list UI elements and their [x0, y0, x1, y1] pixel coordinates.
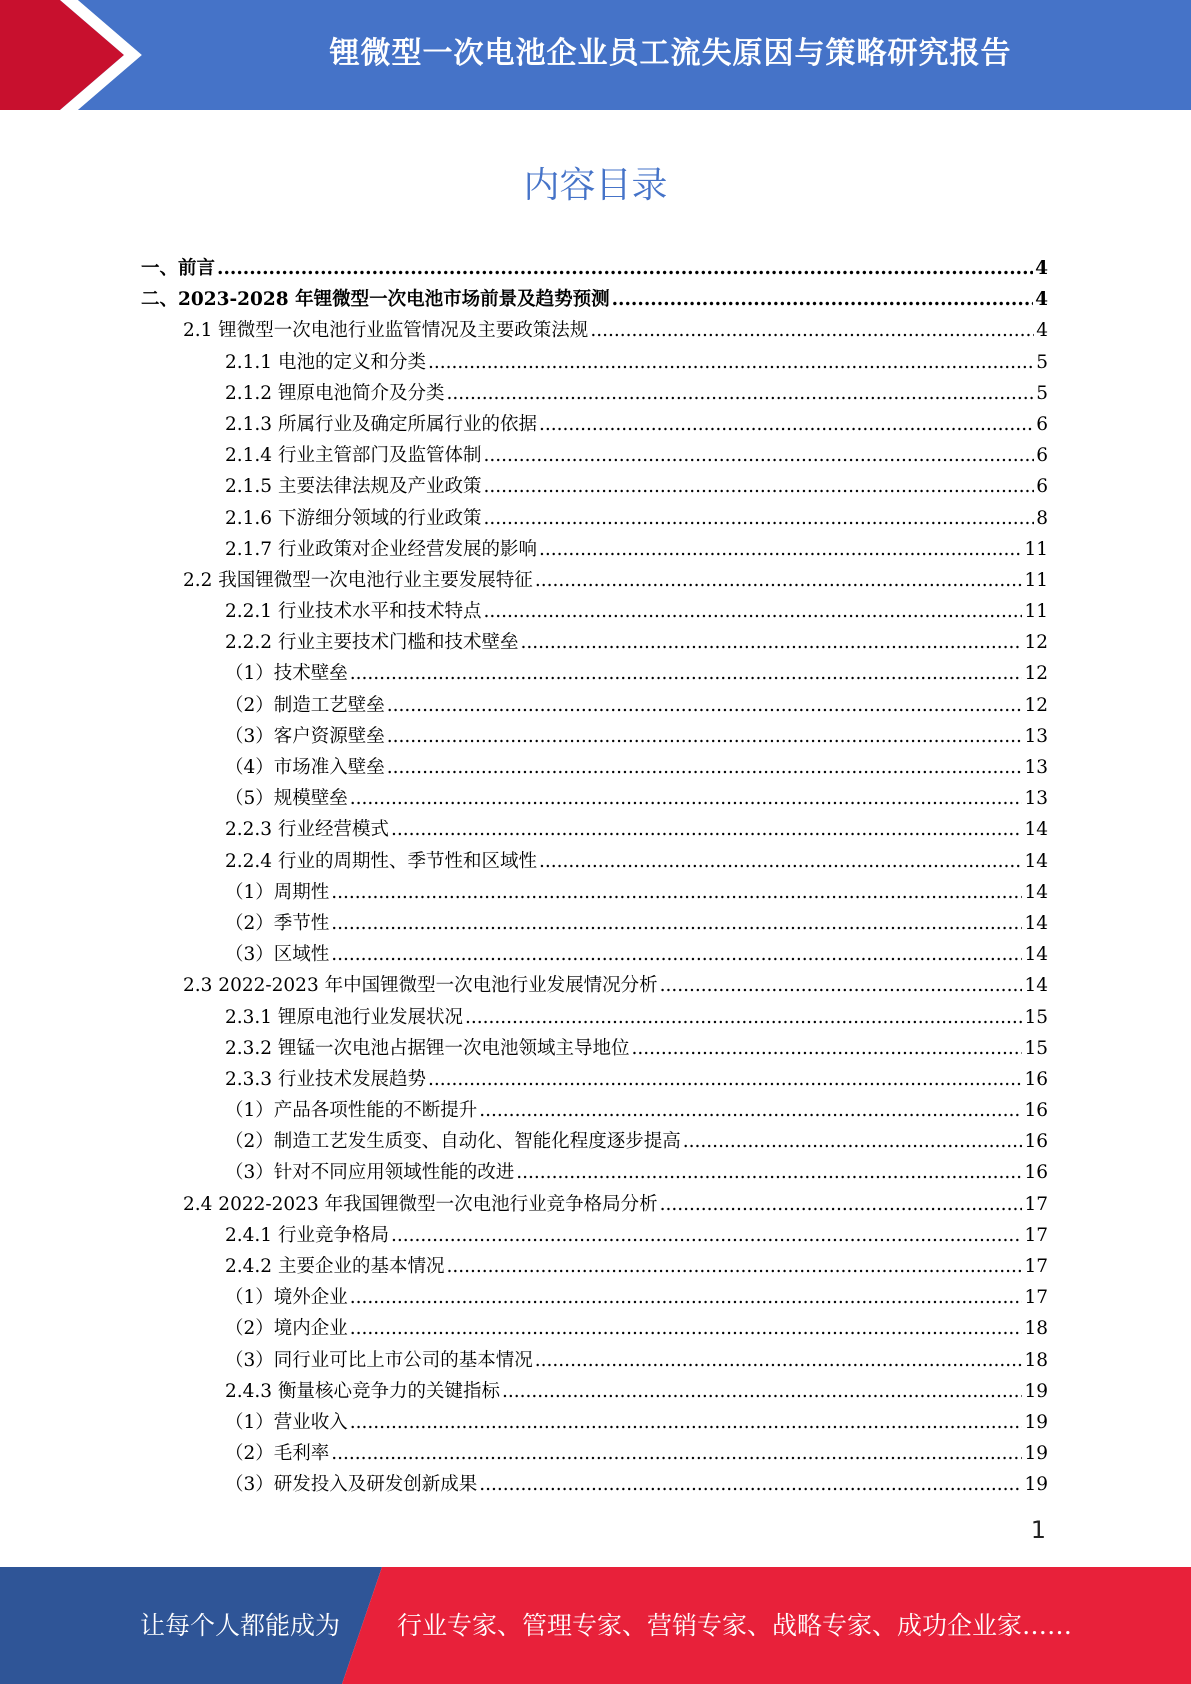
toc-entry[interactable]: [141, 1377, 1048, 1408]
page-header: [0, 0, 1191, 110]
toc-dot-leader: [483, 508, 1034, 529]
toc-entry[interactable]: [141, 971, 1048, 1002]
toc-dot-leader: [612, 289, 1034, 310]
toc-entry[interactable]: [141, 1346, 1048, 1377]
toc-entry-page: 4: [1035, 289, 1048, 311]
toc-entry[interactable]: [141, 1221, 1048, 1252]
toc-dot-leader: [331, 882, 1022, 903]
toc-entry-page: 16: [1024, 1068, 1048, 1090]
toc-entry-label: 2.3.2 锂锰一次电池占据锂一次电池领域主导地位: [225, 1037, 630, 1059]
toc-entry[interactable]: [141, 410, 1048, 441]
toc-dot-leader: [483, 601, 1022, 622]
toc-entry[interactable]: [141, 784, 1048, 815]
toc-entry-label: 二、2023-2028 年锂微型一次电池市场前景及趋势预测: [141, 289, 610, 311]
toc-entry-page: 11: [1024, 601, 1048, 623]
toc-entry-label: 2.2.2 行业主要技术门槛和技术壁垒: [225, 632, 519, 654]
toc-entry[interactable]: [141, 1314, 1048, 1345]
toc-entry[interactable]: [141, 1158, 1048, 1189]
toc-entry-label: 2.4.3 衡量核心竞争力的关键指标: [225, 1380, 500, 1402]
toc-entry[interactable]: [141, 659, 1048, 690]
toc-entry-label: 2.4.1 行业竞争格局: [225, 1224, 389, 1246]
toc-dot-leader: [428, 352, 1034, 373]
toc-dot-leader: [391, 819, 1022, 840]
toc-entry[interactable]: [141, 878, 1048, 909]
toc-dot-leader: [331, 944, 1022, 965]
toc-dot-leader: [446, 1256, 1022, 1277]
toc-entry-label: 2.1.5 主要法律法规及产业政策: [225, 476, 482, 498]
footer-slogan-left: 让每个人都能成为: [140, 1611, 341, 1640]
toc-dot-leader: [479, 1474, 1022, 1495]
toc-entry-page: 4: [1035, 258, 1048, 279]
toc-entry-label: 2.3 2022-2023 年中国锂微型一次电池行业发展情况分析: [183, 975, 658, 997]
toc-entry[interactable]: [141, 1190, 1048, 1221]
toc-dot-leader: [446, 383, 1034, 404]
toc-entry[interactable]: [141, 1096, 1048, 1127]
page-footer: [0, 1567, 1191, 1684]
toc-entry-label: （5）规模壁垒: [225, 788, 348, 810]
toc-entry-page: 19: [1024, 1380, 1048, 1402]
toc-entry-page: 15: [1024, 1037, 1048, 1059]
toc-entry-page: 16: [1024, 1131, 1048, 1153]
toc-dot-leader: [483, 476, 1034, 497]
toc-entry-page: 14: [1024, 975, 1048, 997]
toc-entry-label: （2）季节性: [225, 912, 330, 934]
toc-entry-label: （2）制造工艺壁垒: [225, 694, 385, 716]
toc-entry-label: 2.3.3 行业技术发展趋势: [225, 1068, 426, 1090]
toc-entry-page: 18: [1024, 1318, 1048, 1340]
footer-slogan-right: 行业专家、管理专家、营销专家、战略专家、成功企业家……: [397, 1611, 1073, 1640]
toc-entry-label: （1）周期性: [225, 881, 330, 903]
toc-entry-page: 14: [1024, 881, 1048, 903]
toc-entry[interactable]: [141, 441, 1048, 472]
toc-entry-label: （2）毛利率: [225, 1443, 330, 1465]
toc-entry-label: 2.4.2 主要企业的基本情况: [225, 1256, 445, 1277]
toc-entry-page: 15: [1024, 1006, 1048, 1028]
toc-entry-page: 13: [1024, 788, 1048, 810]
toc-entry-label: 2.2.1 行业技术水平和技术特点: [225, 601, 482, 623]
toc-dot-leader: [350, 663, 1023, 684]
toc-entry-page: 17: [1024, 1224, 1048, 1246]
toc-entry-label: 2.4 2022-2023 年我国锂微型一次电池行业竞争格局分析: [183, 1193, 658, 1215]
toc-entry-label: 2.1.4 行业主管部门及监管体制: [225, 445, 482, 467]
toc-entry-label: 2.1 锂微型一次电池行业监管情况及主要政策法规: [183, 320, 589, 342]
toc-entry[interactable]: [141, 472, 1048, 503]
toc-entry-page: 16: [1024, 1100, 1048, 1122]
toc-entry-page: 5: [1036, 382, 1048, 404]
toc-entry-page: 5: [1036, 351, 1048, 373]
toc-entry-label: 2.1.7 行业政策对企业经营发展的影响: [225, 538, 537, 560]
toc-entry-page: 11: [1024, 569, 1048, 591]
toc-entry[interactable]: [141, 753, 1048, 784]
report-title: 锂微型一次电池企业员工流失原因与策略研究报告: [329, 36, 1012, 71]
toc-entry-label: 2.1.6 下游细分领域的行业政策: [225, 507, 482, 529]
toc-entry[interactable]: [141, 1408, 1048, 1439]
toc-entry[interactable]: [141, 1127, 1048, 1158]
toc-entry-page: 11: [1024, 538, 1048, 560]
toc-dot-leader: [217, 258, 1033, 279]
toc-entry[interactable]: [141, 1034, 1048, 1065]
toc-entry[interactable]: [141, 597, 1048, 628]
toc-entry[interactable]: [141, 504, 1048, 535]
toc-entry-page: 17: [1024, 1256, 1048, 1277]
toc-entry-label: （1）技术壁垒: [225, 663, 348, 685]
toc-entry-label: （1）境外企业: [225, 1287, 348, 1309]
toc-dot-leader: [387, 695, 1023, 716]
toc-dot-leader: [590, 320, 1034, 341]
toc-entry-page: 19: [1024, 1474, 1048, 1496]
toc-entry-page: 19: [1024, 1411, 1048, 1433]
toc-dot-leader: [535, 570, 1023, 591]
toc-entry[interactable]: [141, 316, 1048, 347]
toc-entry-page: 8: [1036, 507, 1048, 529]
toc-entry-page: 16: [1024, 1162, 1048, 1184]
toc-entry[interactable]: [141, 348, 1048, 379]
toc-entry[interactable]: [141, 691, 1048, 722]
toc-entry-page: 14: [1024, 912, 1048, 934]
toc-entry-label: 2.2 我国锂微型一次电池行业主要发展特征: [183, 569, 533, 591]
toc-dot-leader: [631, 1038, 1022, 1059]
toc-entry-label: （2）境内企业: [225, 1318, 348, 1340]
toc-entry[interactable]: [141, 1065, 1048, 1096]
toc-entry[interactable]: [141, 1439, 1048, 1470]
toc-entry[interactable]: [141, 535, 1048, 566]
toc-entry-page: 12: [1024, 632, 1048, 654]
toc-entry[interactable]: [141, 815, 1048, 846]
toc-entry-page: 18: [1024, 1349, 1048, 1371]
toc-dot-leader: [483, 445, 1034, 466]
toc-entry[interactable]: [141, 909, 1048, 940]
toc-entry-label: （1）产品各项性能的不断提升: [225, 1100, 478, 1122]
toc-dot-leader: [350, 1412, 1023, 1433]
toc-dot-leader: [331, 913, 1022, 934]
toc-entry-label: 2.3.1 锂原电池行业发展状况: [225, 1006, 463, 1028]
toc-dot-leader: [660, 975, 1023, 996]
toc-dot-leader: [660, 1194, 1023, 1215]
toc-entry[interactable]: [141, 628, 1048, 659]
toc-entry-page: 4: [1036, 320, 1048, 342]
toc-entry-page: 6: [1036, 445, 1048, 467]
table-of-contents: [141, 254, 1048, 1502]
toc-entry[interactable]: [141, 940, 1048, 971]
toc-dot-leader: [350, 788, 1023, 809]
toc-dot-leader: [391, 1225, 1022, 1246]
toc-entry-page: 13: [1024, 725, 1048, 747]
toc-dot-leader: [350, 1287, 1023, 1308]
toc-entry-page: 14: [1024, 819, 1048, 841]
toc-dot-leader: [539, 539, 1022, 560]
toc-entry-label: 2.1.1 电池的定义和分类: [225, 351, 426, 373]
page-number: 1: [1030, 1516, 1046, 1544]
toc-dot-leader: [539, 851, 1022, 872]
toc-dot-leader: [683, 1131, 1023, 1152]
header-arrow-decoration: [0, 0, 150, 110]
toc-entry[interactable]: [141, 566, 1048, 597]
toc-entry[interactable]: [141, 1003, 1048, 1034]
toc-entry[interactable]: [141, 254, 1048, 285]
toc-entry-page: 17: [1024, 1287, 1048, 1309]
toc-entry-label: （3）研发投入及研发创新成果: [225, 1474, 478, 1496]
toc-dot-leader: [387, 726, 1023, 747]
toc-dot-leader: [520, 632, 1022, 653]
toc-entry-page: 17: [1024, 1193, 1048, 1215]
toc-dot-leader: [331, 1443, 1022, 1464]
toc-entry-label: 2.2.4 行业的周期性、季节性和区域性: [225, 850, 537, 872]
toc-entry-label: 2.2.3 行业经营模式: [225, 819, 389, 841]
toc-entry[interactable]: [141, 1252, 1048, 1283]
toc-dot-leader: [465, 1007, 1022, 1028]
toc-entry-page: 6: [1036, 476, 1048, 498]
toc-dot-leader: [387, 757, 1023, 778]
toc-entry-label: （3）客户资源壁垒: [225, 725, 385, 747]
toc-dot-leader: [535, 1350, 1023, 1371]
toc-entry-label: （3）同行业可比上市公司的基本情况: [225, 1349, 533, 1371]
toc-entry-label: 2.1.3 所属行业及确定所属行业的依据: [225, 413, 537, 435]
toc-entry-page: 6: [1036, 413, 1048, 435]
toc-entry-label: （2）制造工艺发生质变、自动化、智能化程度逐步提高: [225, 1131, 681, 1153]
toc-entry-label: 一、前言: [141, 258, 216, 279]
toc-entry-page: 12: [1024, 694, 1048, 716]
toc-dot-leader: [350, 1318, 1023, 1339]
toc-dot-leader: [428, 1069, 1022, 1090]
toc-entry-label: （3）区域性: [225, 944, 330, 966]
toc-dot-leader: [516, 1162, 1022, 1183]
toc-dot-leader: [539, 414, 1034, 435]
toc-entry-label: （1）营业收入: [225, 1411, 348, 1433]
toc-entry[interactable]: [141, 379, 1048, 410]
toc-entry-page: 13: [1024, 757, 1048, 778]
toc-entry[interactable]: [141, 722, 1048, 753]
toc-entry-label: （4）市场准入壁垒: [225, 757, 385, 778]
toc-entry-page: 14: [1024, 850, 1048, 872]
toc-entry-page: 19: [1024, 1443, 1048, 1465]
toc-entry[interactable]: [141, 847, 1048, 878]
toc-entry-page: 14: [1024, 944, 1048, 966]
toc-entry[interactable]: [141, 1470, 1048, 1501]
toc-dot-leader: [479, 1100, 1022, 1121]
toc-entry-label: （3）针对不同应用领域性能的改进: [225, 1162, 515, 1184]
toc-entry[interactable]: [141, 1283, 1048, 1314]
toc-entry-page: 12: [1024, 663, 1048, 685]
toc-entry[interactable]: [141, 285, 1048, 316]
toc-heading: 内容目录: [523, 165, 668, 206]
toc-entry-label: 2.1.2 锂原电池简介及分类: [225, 382, 445, 404]
toc-dot-leader: [502, 1381, 1022, 1402]
